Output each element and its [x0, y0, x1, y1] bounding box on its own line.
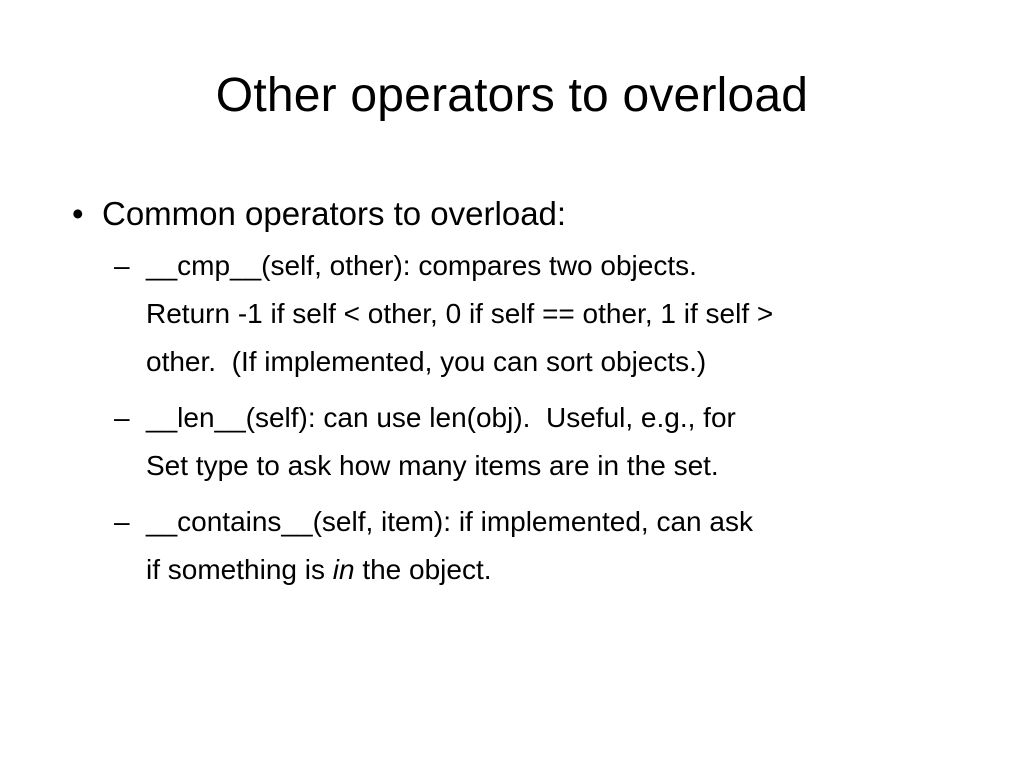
bullet-text: Common operators to overload:: [102, 195, 567, 232]
subitem-line: __cmp__(self, other): compares two objects.: [146, 250, 697, 281]
subitem-line: Return -1 if self < other, 0 if self == other, 1 if self >: [146, 298, 774, 329]
text-run: the object.: [354, 554, 492, 585]
dash-marker: –: [114, 506, 130, 537]
subitem-line: [146, 546, 966, 594]
text-run: if something is: [146, 554, 333, 585]
subitem-line: Set type to ask how many items are in the set.: [146, 450, 719, 481]
subitem-len: [114, 394, 966, 490]
dash-marker: –: [114, 402, 130, 433]
subitem-contains: [114, 498, 966, 594]
bullet-list: [72, 190, 972, 602]
subitem-line: __len__(self): can use len(obj). Useful, e.g., for: [146, 402, 736, 433]
slide-title: Other operators to overload: [215, 69, 809, 122]
subitem-line: other. (If implemented, you can sort objects.): [146, 346, 707, 377]
italic-word: in: [332, 554, 355, 585]
subitem-cmp: [114, 242, 966, 386]
dash-marker: –: [114, 250, 130, 281]
bullet-marker: •: [72, 195, 84, 232]
bullet-item: [72, 190, 972, 238]
subitem-line: __contains__(self, item): if implemented, can ask: [146, 506, 753, 537]
